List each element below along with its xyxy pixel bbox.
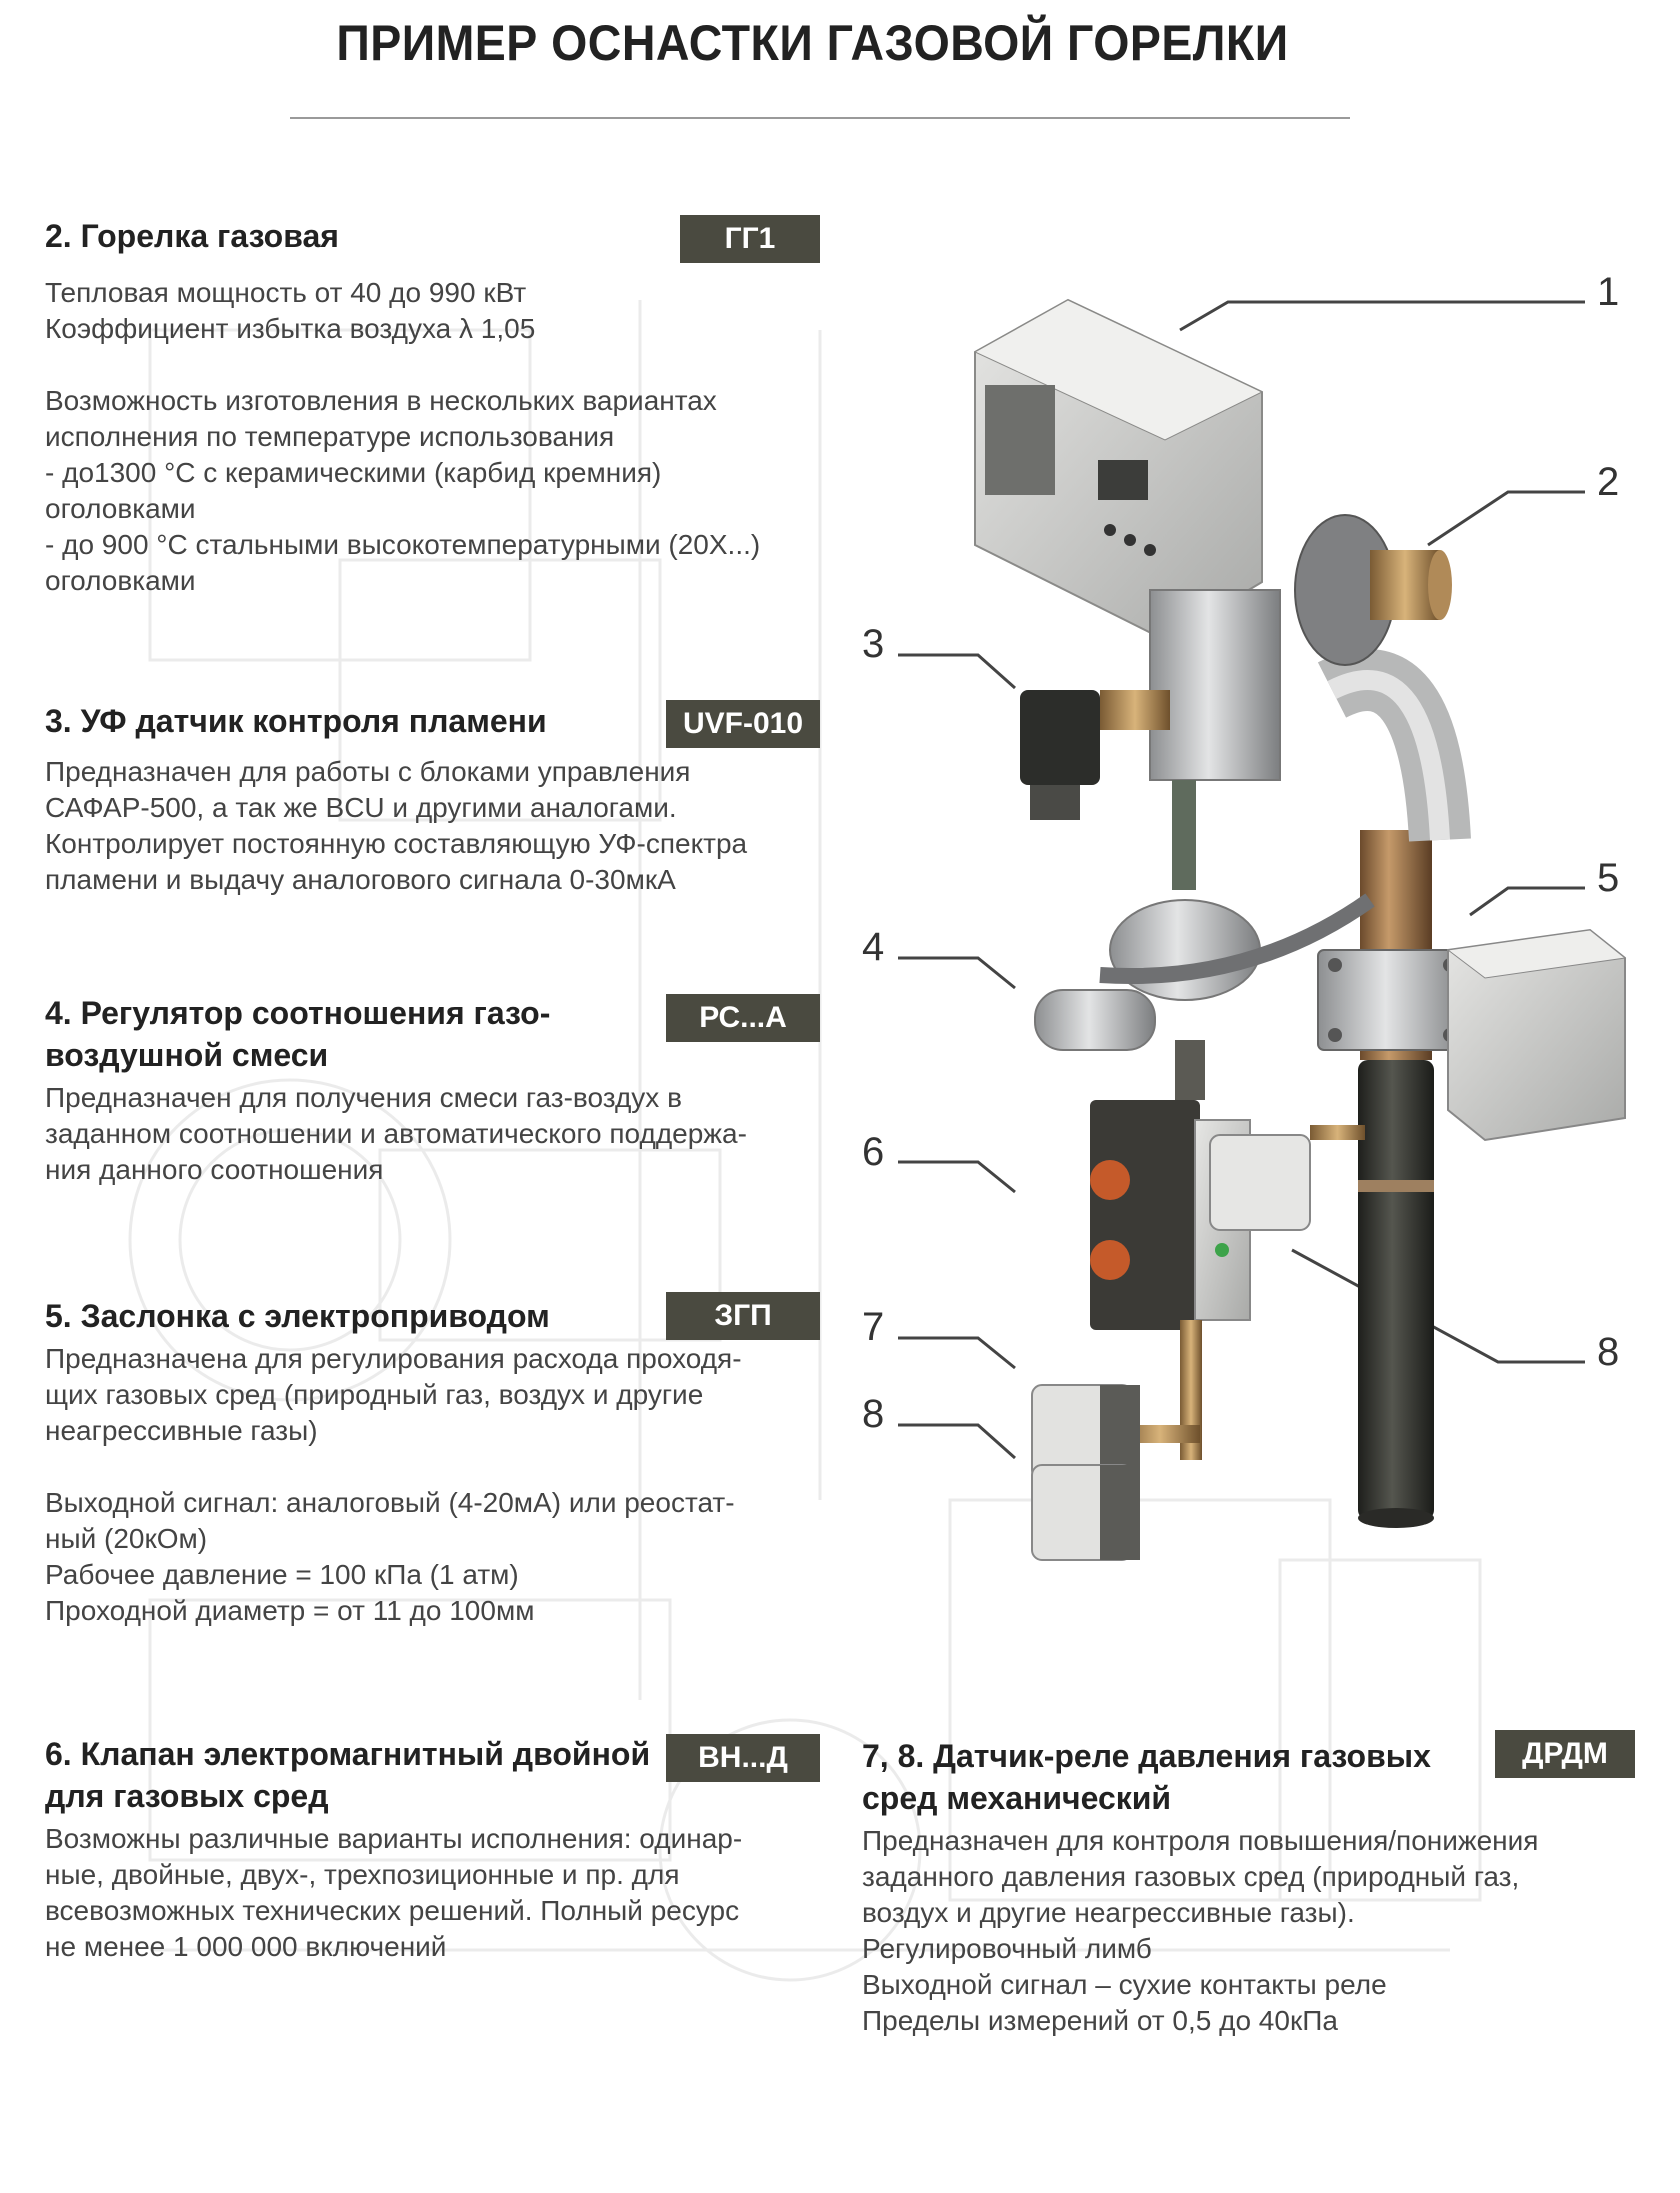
section-heading: 6. Клапан электромагнитный двойной для газовых сред [45,1736,651,1814]
callout-8-right: 8 [1597,1330,1620,1374]
model-badge-gg1: ГГ1 [680,215,820,263]
callout-6: 6 [862,1130,885,1174]
section-heading: 3. УФ датчик контроля пламени [45,703,547,739]
section-heading: 2. Горелка газовая [45,218,339,254]
model-badge-uvf: UVF-010 [666,700,820,748]
callout-7: 7 [862,1305,885,1349]
callout-4: 4 [862,925,885,969]
model-badge-rs: РС...А [666,994,820,1042]
section-heading: 7, 8. Датчик-реле давления газовых сред механический [862,1738,1431,1816]
section-body: Предназначен для работы с блоками управления САФАР-500, а так же BCU и другими аналогами. Контролирует постоянную составляющую УФ-спектра пламени и выдачу аналогового сигнала 0-30мкА [45,756,748,895]
callout-2: 2 [1597,460,1620,504]
callout-1: 1 [1597,270,1620,314]
section-body: Тепловая мощность от 40 до 990 кВт Коэффициент избытка воздуха λ 1,05 Возможность изготовления в нескольких вариантах исполнения по температуре использования - до1300 °С с керамическими (карбид кремния) оголовками - до 900 °С стальными высокотемпературными (20Х...) оголовками [45,277,761,596]
section-body: Предназначен для получения смеси газ-воздух в заданном соотношении и автоматического поддержа- ния данного соотношения [45,1082,747,1185]
model-badge-zgp: ЗГП [666,1292,820,1340]
callout-5: 5 [1597,856,1620,900]
model-badge-drdm: ДРДМ [1495,1730,1635,1778]
callout-8-left: 8 [862,1392,885,1436]
page-title: ПРИМЕР ОСНАСТКИ ГАЗОВОЙ ГОРЕЛКИ [336,15,1289,71]
section-body: Возможны различные варианты исполнения: одинар- ные, двойные, двух-, трехпозиционные и пр. для всевозможных технических решений. Полный ресурс не менее 1 000 000 включений [45,1823,743,1962]
section-body: Предназначена для регулирования расхода проходя- щих газовых сред (природный газ, воздух и другие неагрессивные газы) Выходной сигнал: аналоговый (4-20мА) или реостат- ный (20кОм) Рабочее давление = 100 кПа (1 атм) Проходной диаметр = от 11 до 100мм [45,1343,742,1626]
section-heading: 4. Регулятор соотношения газо- воздушной смеси [45,995,551,1073]
model-badge-vn: ВН...Д [666,1734,820,1782]
section-heading: 5. Заслонка с электроприводом [45,1298,550,1334]
callout-3: 3 [862,622,885,666]
section-body: Предназначен для контроля повышения/понижения заданного давления газовых сред (природный газ, воздух и другие неагрессивные газы). Регулировочный лимб Выходной сигнал – сухие контакты реле Пределы измерений от 0,5 до 40кПа [862,1825,1539,2036]
